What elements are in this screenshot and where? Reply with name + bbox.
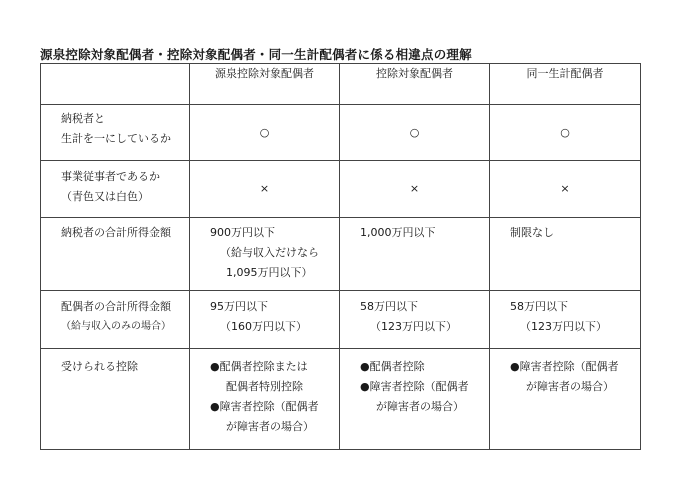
taxpayer-income-limit-cell: 1,000万円以下 (340, 218, 490, 291)
cross-mark: × (340, 161, 490, 218)
circle-mark: ○ (340, 105, 490, 161)
spouse-income-limit-cell: 95万円以下 （160万円以下） (190, 291, 340, 349)
table-row (41, 291, 641, 349)
taxpayer-income-limit-cell: 900万円以下 （給与収入だけなら 1,095万円以下） (190, 218, 340, 291)
row-label-deductions: 受けられる控除 (41, 349, 190, 450)
header-corner-cell (41, 64, 190, 105)
page-title: 源泉控除対象配偶者・控除対象配偶者・同一生計配偶者に係る相違点の理解 (40, 47, 472, 62)
deduction-list-cell: ●障害者控除（配偶者 が障害者の場合） (490, 349, 641, 450)
column-header-same-household-spouse: 同一生計配偶者 (490, 64, 641, 105)
cross-mark: × (190, 161, 340, 218)
circle-mark: ○ (490, 105, 641, 161)
table-row (41, 105, 641, 161)
spouse-income-limit-cell: 58万円以下 （123万円以下） (340, 291, 490, 349)
column-header-withholding-spouse: 源泉控除対象配偶者 (190, 64, 340, 105)
column-header-deductible-spouse: 控除対象配偶者 (340, 64, 490, 105)
taxpayer-income-limit-cell: 制限なし (490, 218, 641, 291)
table-row (41, 349, 641, 450)
comparison-table (40, 63, 641, 450)
row-label-same-household: 納税者と 生計を一にしているか (41, 105, 190, 161)
deduction-list-cell: ●配偶者控除または 配偶者特別控除 ●障害者控除（配偶者 が障害者の場合） (190, 349, 340, 450)
row-label-business-worker: 事業従事者であるか （青色又は白色） (41, 161, 190, 218)
circle-mark: ○ (190, 105, 340, 161)
row-label-spouse-income: 配偶者の合計所得金額 （給与収入のみの場合） (41, 291, 190, 349)
cross-mark: × (490, 161, 641, 218)
row-label-taxpayer-income: 納税者の合計所得金額 (41, 218, 190, 291)
deduction-list-cell: ●配偶者控除 ●障害者控除（配偶者 が障害者の場合） (340, 349, 490, 450)
table-row (41, 161, 641, 218)
header-row (41, 64, 641, 105)
spouse-income-limit-cell: 58万円以下 （123万円以下） (490, 291, 641, 349)
table-row (41, 218, 641, 291)
